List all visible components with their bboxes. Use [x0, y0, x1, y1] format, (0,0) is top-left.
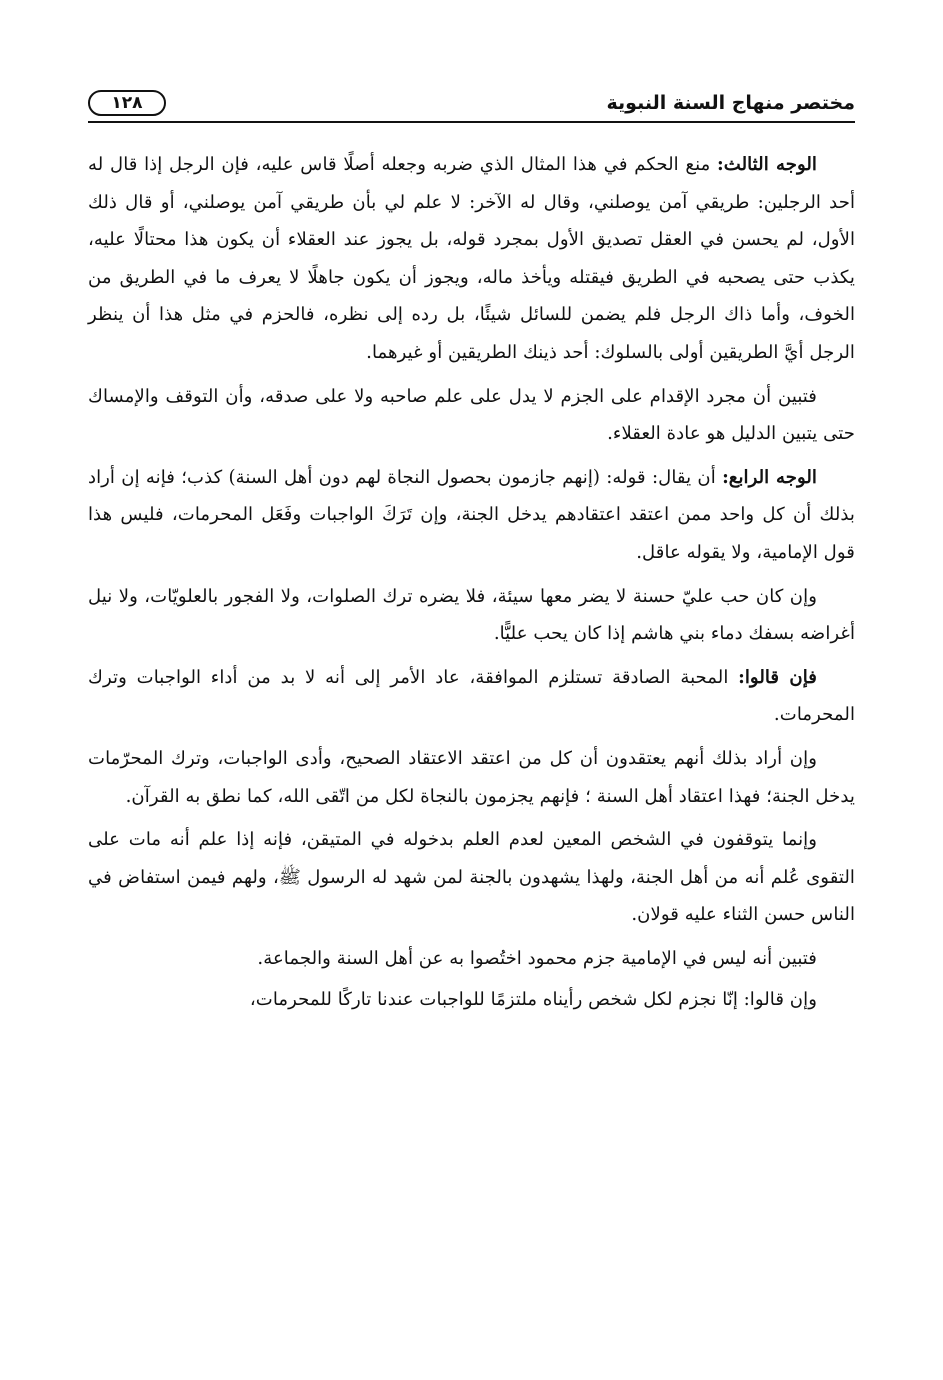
paragraph-text: فتبين أنه ليس في الإمامية جزم محمود اختُصوا به عن أهل السنة والجماعة.: [257, 947, 817, 969]
paragraph-text: وإن كان حب عليّ حسنة لا يضر معها سيئة، فلا يضره ترك الصلوات، ولا الفجور بالعلويّات، ولا نيل أغراضه بسفك دماء بني هاشم إذا كان يحب عليًّا.: [88, 585, 855, 645]
paragraph: [88, 378, 855, 453]
paragraph-text: وإن أراد بذلك أنهم يعتقدون أن كل من اعتقد الاعتقاد الصحيح، وأدى الواجبات، وترك المحرّمات يدخل الجنة؛ فهذا اعتقاد أهل السنة ؛ فإنهم يجزمون بالنجاة لكل من اتّقى الله، كما نطق به القرآن.: [88, 747, 855, 807]
running-header: [88, 86, 855, 126]
book-title: مختصر منهاج السنة النبوية: [606, 92, 855, 114]
paragraph-third-aspect: [88, 146, 855, 372]
paragraph-text: وإن قالوا: إنّا نجزم لكل شخص رأيناه ملتزمًا للواجبات عندنا تاركًا للمحرمات،: [249, 989, 817, 1011]
paragraph-objection: [88, 659, 855, 734]
paragraph: [88, 821, 855, 934]
paragraph-text: وإنما يتوقفون في الشخص المعين لعدم العلم بدخوله في المتيقن، فإنه إذا علم أنه مات على التقوى عُلم أنه من أهل الجنة، ولهذا يشهدون بالجنة لمن شهد له الرسول ﷺ، ولهم فيمن استفاض في الناس حسن الثناء عليه قولان.: [88, 829, 855, 926]
paragraph-lead: الوجه الثالث:: [717, 154, 817, 175]
page-number-badge: ١٢٨: [88, 90, 166, 116]
paragraph-fourth-aspect: [88, 459, 855, 572]
paragraph-lead: الوجه الرابع:: [722, 466, 817, 488]
page-body: [88, 146, 855, 1023]
paragraph: [88, 981, 855, 1019]
paragraph-text: فتبين أن مجرد الإقدام على الجزم لا يدل على علم صاحبه ولا على صدقه، وأن التوقف والإمساك حتى يتبين الدليل هو عادة العقلاء.: [88, 385, 855, 445]
paragraph: [88, 940, 855, 978]
paragraph-text: المحبة الصادقة تستلزم الموافقة، عاد الأمر إلى أنه لا بد من أداء الواجبات وترك المحرمات.: [88, 666, 855, 726]
paragraph-lead: فإن قالوا:: [738, 666, 817, 688]
header-divider: [88, 121, 855, 123]
paragraph-text: أن يقال: قوله: (إنهم جازمون بحصول النجاة لهم دون أهل السنة) كذب؛ فإنه إن أراد بذلك أن كل واحد ممن اعتقد اعتقادهم يدخل الجنة، وإن تَرَكَ الواجبات وفَعَل المحرمات، فليس هذا قول الإمامية، ولا يقوله عاقل.: [88, 466, 855, 563]
paragraph: [88, 740, 855, 815]
paragraph: [88, 578, 855, 653]
paragraph-text: منع الحكم في هذا المثال الذي ضربه وجعله أصلًا قاس عليه، فإن الرجل إذا قال له أحد الرجلين: طريقي آمن يوصلني، وقال له الآخر: لا علم لي بأن طريقي آمن يوصلني، أو قال ذلك الأول، لم يحسن في العقل تصديق الأول بمجرد قوله، بل يجوز عند العقلاء أن يكون هذا محتالًا عليه، يكذب حتى يصحبه في الطريق فيقتله ويأخذ ماله، ويجوز أن يكون جاهلًا لا يعرف ما في الطريق من الخوف، وأما ذاك الرجل فلم يضمن للسائل شيئًا، بل رده إلى نظره، فالحزم في مثل هذا أن ينظر الرجل أيَّ الطريقين أولى بالسلوك: أحد ذينك الطريقين أو غيرهما.: [88, 154, 856, 363]
